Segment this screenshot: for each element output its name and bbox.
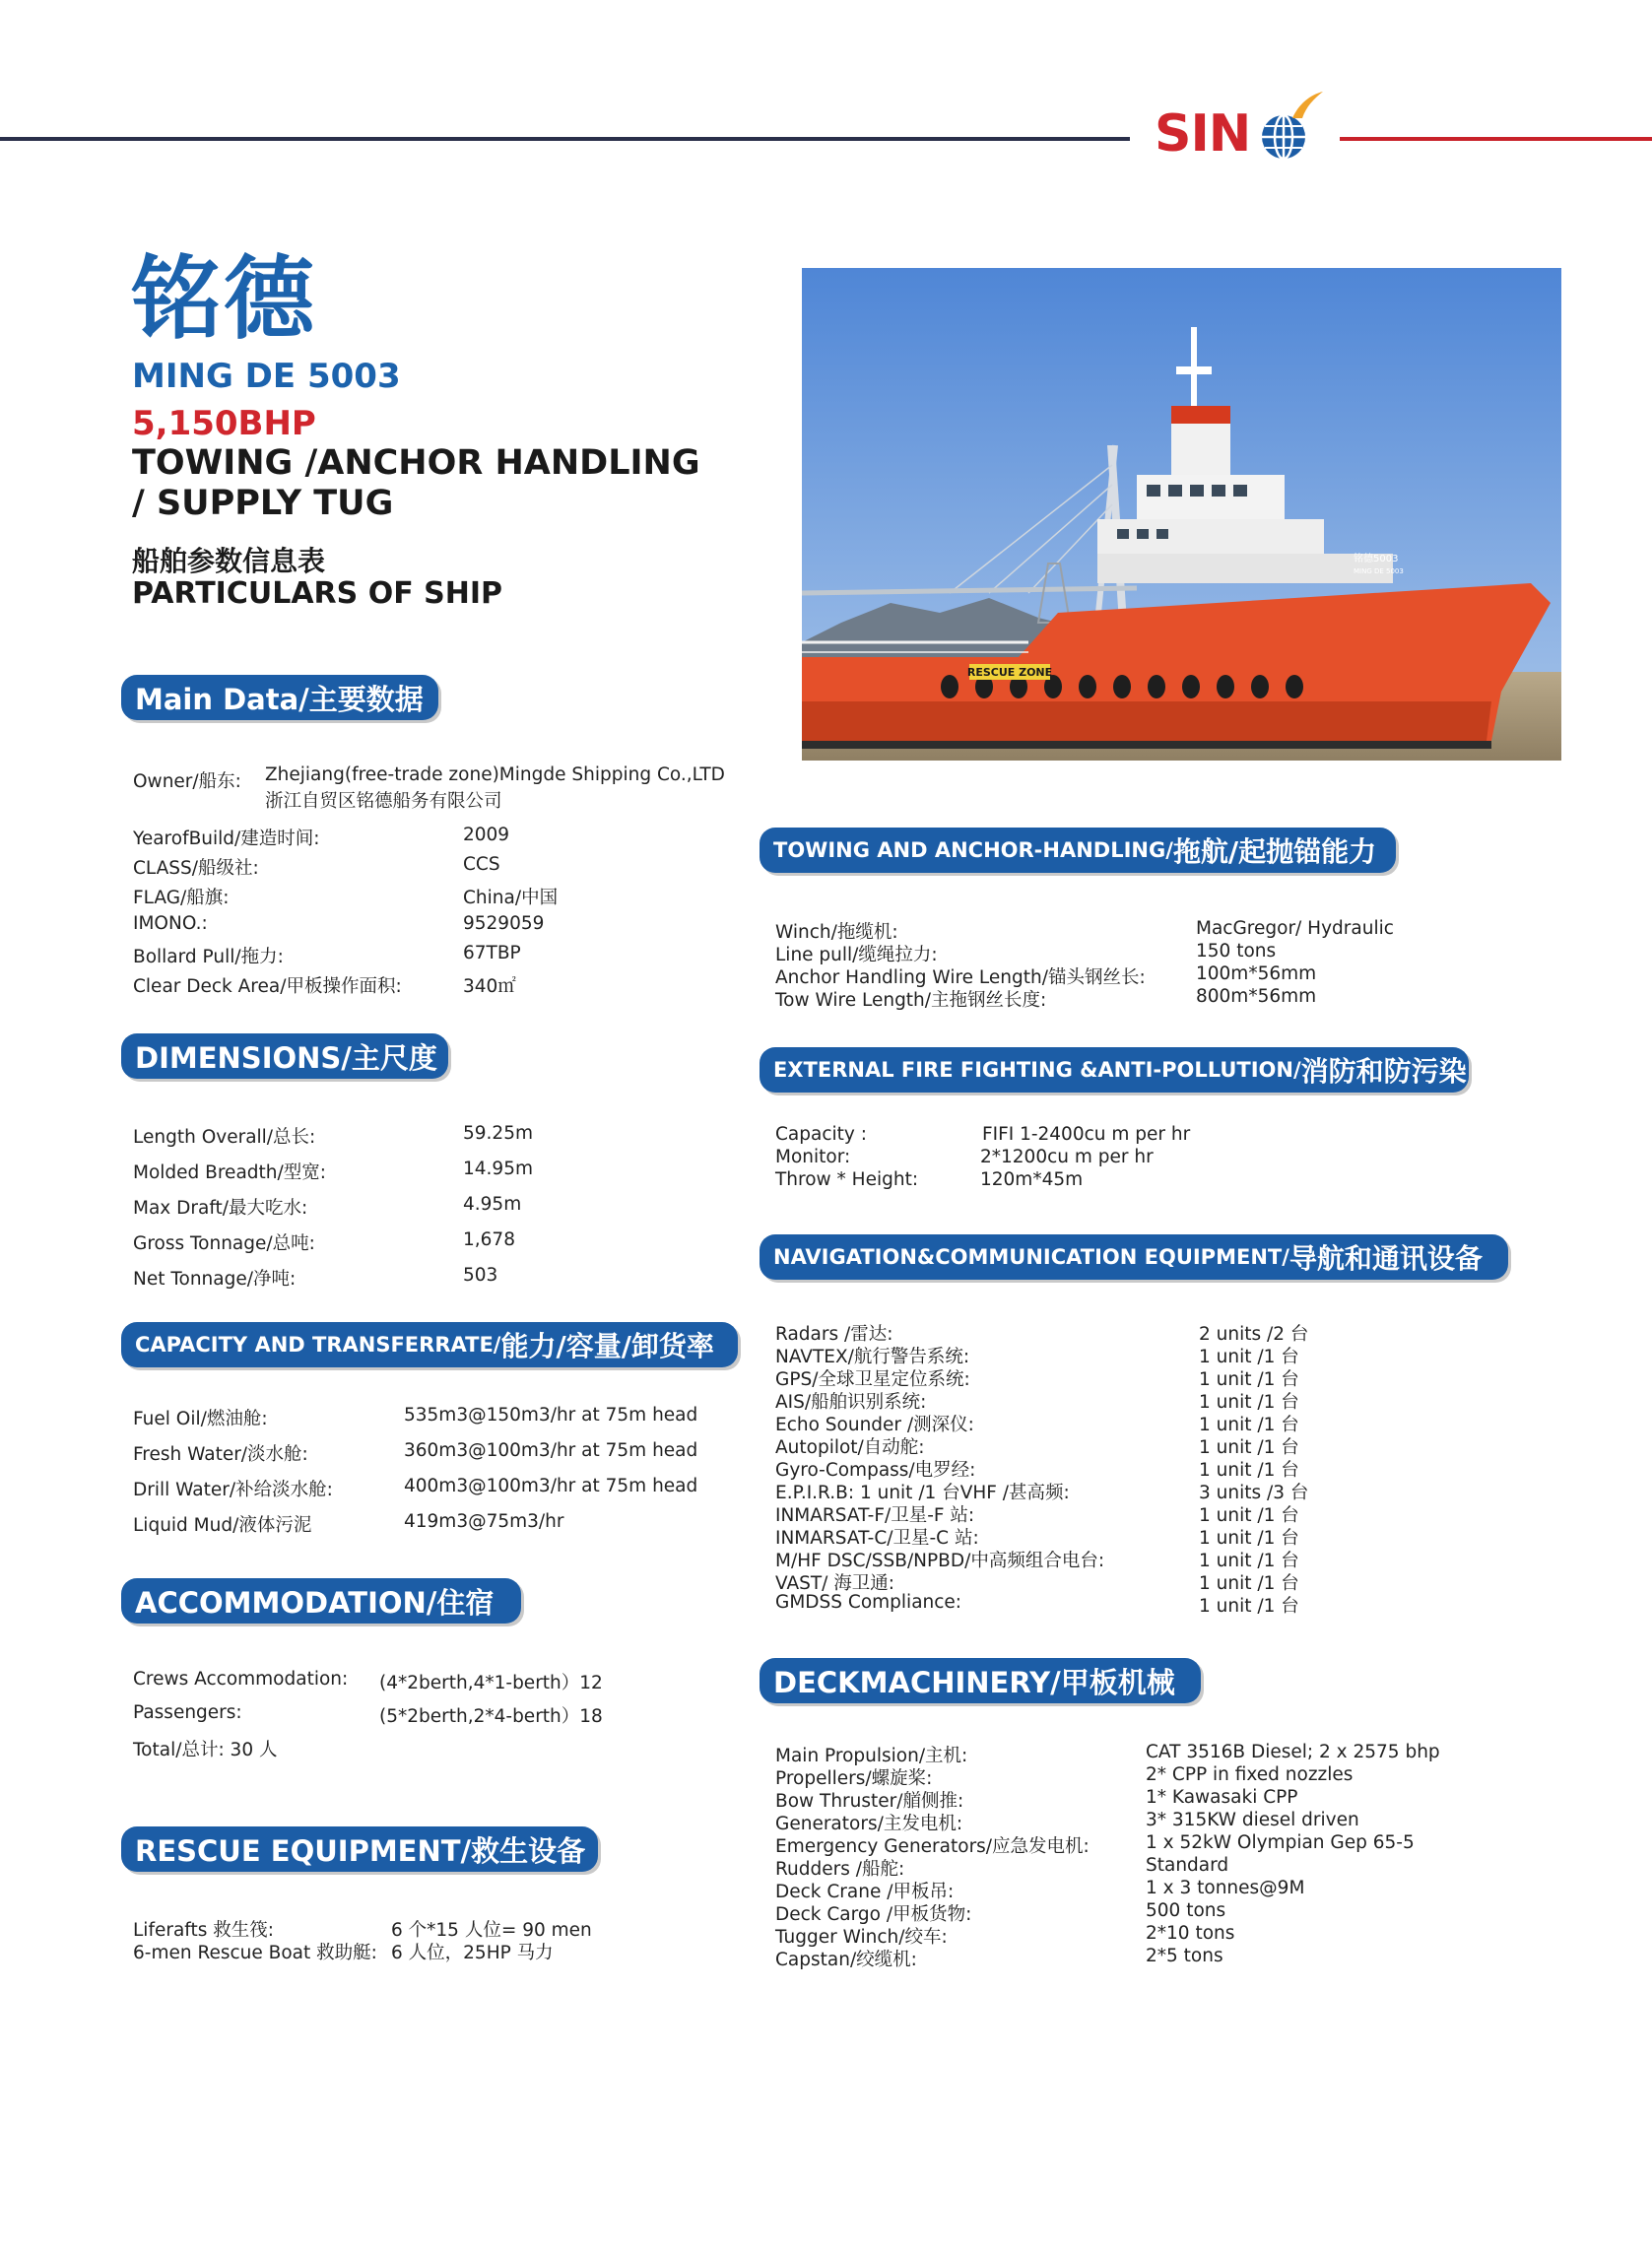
dimension-key: Molded Breadth/型宽: — [133, 1162, 326, 1183]
main-row-value: 67TBP — [463, 943, 521, 963]
deck-key: Bow Thruster/艏侧推: — [775, 1791, 964, 1812]
section-towing — [760, 828, 1396, 873]
section-nav-title-en: NAVIGATION&COMMUNICATION EQUIPMENT/ — [773, 1245, 1289, 1269]
nav-value: 1 unit /1 台 — [1199, 1528, 1299, 1549]
section-rescue — [121, 1826, 598, 1872]
dimension-value: 59.25m — [463, 1123, 533, 1144]
nav-value: 1 unit /1 台 — [1199, 1573, 1299, 1594]
accommodation-key: Total/总计: 30 人 — [133, 1740, 278, 1760]
section-nav-title-cn: 导航和通讯设备 — [1289, 1242, 1483, 1275]
deck-value: 2*5 tons — [1146, 1946, 1223, 1966]
dimension-value: 14.95m — [463, 1159, 533, 1179]
nav-value: 1 unit /1 台 — [1199, 1437, 1299, 1458]
deck-key: Emergency Generators/应急发电机: — [775, 1836, 1090, 1857]
rescue-value: 6 人位，25HP 马力 — [391, 1943, 554, 1963]
ship-photo — [802, 268, 1561, 761]
logo-text: SIN — [1155, 104, 1251, 164]
ship-power: 5,150BHP — [132, 404, 316, 443]
deck-key: Rudders /船舵: — [775, 1859, 905, 1880]
nav-key: Autopilot/自动舵: — [775, 1437, 925, 1458]
nav-value: 1 unit /1 台 — [1199, 1460, 1299, 1481]
capacity-value: 400m3@100m3/hr at 75m head — [404, 1476, 698, 1496]
section-navigation — [760, 1234, 1508, 1280]
dimension-value: 1,678 — [463, 1229, 515, 1250]
fire-value: FIFI 1-2400cu m per hr — [982, 1124, 1191, 1145]
capacity-key: Fuel Oil/燃油舱: — [133, 1409, 268, 1429]
rescue-key: Liferafts 救生筏: — [133, 1920, 274, 1941]
photo-hull-name-en: MING DE 5003 — [1354, 567, 1404, 575]
ship-name-en: MING DE 5003 — [132, 357, 401, 396]
accommodation-key: Crews Accommodation: — [133, 1669, 349, 1690]
section-main-data — [121, 675, 438, 720]
accommodation-value: (5*2berth,2*4-berth）18 — [379, 1706, 603, 1727]
main-row-key: Clear Deck Area/甲板操作面积: — [133, 976, 402, 997]
section-deck-machinery — [760, 1658, 1201, 1703]
section-fire-title-cn: 消防和防污染 — [1300, 1055, 1467, 1088]
capacity-key: Fresh Water/淡水舱: — [133, 1444, 308, 1465]
towing-key: Winch/拖缆机: — [775, 922, 898, 943]
owner-value-en: Zhejiang(free-trade zone)Mingde Shipping Co.,LTD — [265, 764, 725, 785]
owner-value-cn: 浙江自贸区铭德船务有限公司 — [265, 791, 502, 812]
towing-key: Anchor Handling Wire Length/锚头钢丝长: — [775, 967, 1146, 988]
ship-type — [132, 443, 723, 524]
dimension-key: Gross Tonnage/总吨: — [133, 1233, 315, 1254]
ship-photo-illustration — [802, 268, 1561, 761]
section-fire-fighting — [760, 1047, 1469, 1093]
sino-logo — [1155, 91, 1322, 167]
flame-swoosh-icon — [1290, 91, 1324, 120]
particulars-title-cn: 船舶参数信息表 — [132, 545, 326, 577]
section-deck-title: DECKMACHINERY/甲板机械 — [773, 1665, 1175, 1699]
nav-key: Echo Sounder /测深仪: — [775, 1415, 974, 1435]
section-main-data-title: Main Data/主要数据 — [135, 682, 424, 716]
deck-value: 1 x 52kW Olympian Gep 65-5 — [1146, 1832, 1415, 1853]
nav-key: M/HF DSC/SSB/NPBD/中高频组合电台: — [775, 1551, 1105, 1571]
dimension-key: Length Overall/总长: — [133, 1127, 316, 1148]
capacity-value: 535m3@150m3/hr at 75m head — [404, 1405, 698, 1426]
nav-value: 1 unit /1 台 — [1199, 1369, 1299, 1390]
accommodation-value: (4*2berth,4*1-berth）12 — [379, 1673, 603, 1693]
section-fire-title-en: EXTERNAL FIRE FIGHTING &ANTI-POLLUTION/ — [773, 1058, 1301, 1082]
nav-value: 2 units /2 台 — [1199, 1324, 1309, 1345]
deck-key: Tugger Winch/绞车: — [775, 1927, 948, 1948]
section-dimensions-title: DIMENSIONS/主尺度 — [135, 1040, 437, 1075]
ship-type-line1: TOWING /ANCHOR HANDLING — [132, 443, 700, 483]
nav-value: 1 unit /1 台 — [1199, 1347, 1299, 1367]
photo-hull-name: 铭德5003 — [1354, 554, 1399, 564]
section-capacity-title-cn: 能力/容量/卸货率 — [500, 1330, 714, 1362]
fire-key: Monitor: — [775, 1147, 851, 1167]
deck-key: Propellers/螺旋桨: — [775, 1768, 933, 1789]
photo-deck-sign: RESCUE ZONE — [966, 666, 1053, 679]
nav-key: VAST/ 海卫通: — [775, 1573, 895, 1594]
capacity-key: Liquid Mud/液体污泥 — [133, 1515, 312, 1536]
deck-value: 1* Kawasaki CPP — [1146, 1787, 1298, 1808]
header-rule-right — [1340, 137, 1652, 141]
capacity-value: 360m3@100m3/hr at 75m head — [404, 1440, 698, 1461]
main-row-value: CCS — [463, 854, 500, 875]
nav-key: NAVTEX/航行警告系统: — [775, 1347, 970, 1367]
nav-key: GMDSS Compliance: — [775, 1592, 962, 1613]
towing-value: 150 tons — [1196, 941, 1277, 962]
ship-name-cn: 铭德 — [131, 246, 317, 352]
fire-key: Throw * Height: — [775, 1169, 919, 1190]
nav-key: E.P.I.R.B: 1 unit /1 台VHF /甚高频: — [775, 1483, 1070, 1503]
main-row-key: CLASS/船级社: — [133, 858, 259, 879]
deck-key: Deck Crane /甲板吊: — [775, 1882, 955, 1902]
dimension-value: 4.95m — [463, 1194, 522, 1215]
nav-value: 1 unit /1 台 — [1199, 1596, 1299, 1617]
rescue-value: 6 个*15 人位= 90 men — [391, 1920, 592, 1941]
dimension-value: 503 — [463, 1265, 498, 1286]
deck-key: Generators/主发电机: — [775, 1814, 963, 1834]
deck-key: Main Propulsion/主机: — [775, 1746, 968, 1766]
towing-key: Tow Wire Length/主拖钢丝长度: — [775, 990, 1047, 1011]
owner-label: Owner/船东: — [133, 771, 241, 792]
deck-value: 2*10 tons — [1146, 1923, 1235, 1944]
nav-key: GPS/全球卫星定位系统: — [775, 1369, 970, 1390]
section-capacity-title-en: CAPACITY AND TRANSFERRATE/ — [135, 1333, 501, 1357]
particulars-title-en: PARTICULARS OF SHIP — [132, 576, 502, 611]
accommodation-key: Passengers: — [133, 1702, 242, 1723]
nav-key: Gyro-Compass/电罗经: — [775, 1460, 976, 1481]
section-dimensions — [121, 1033, 448, 1079]
towing-value: 100m*56mm — [1196, 963, 1317, 984]
deck-value: 3* 315KW diesel driven — [1146, 1810, 1359, 1830]
dimension-key: Net Tonnage/净吨: — [133, 1269, 297, 1290]
fire-key: Capacity : — [775, 1124, 867, 1145]
towing-value: MacGregor/ Hydraulic — [1196, 918, 1394, 939]
deck-key: Deck Cargo /甲板货物: — [775, 1904, 972, 1925]
deck-value: 1 x 3 tonnes@9M — [1146, 1878, 1305, 1898]
nav-key: INMARSAT-C/卫星-C 站: — [775, 1528, 979, 1549]
nav-key: AIS/船舶识别系统: — [775, 1392, 927, 1413]
capacity-value: 419m3@75m3/hr — [404, 1511, 564, 1532]
nav-value: 3 units /3 台 — [1199, 1483, 1309, 1503]
fire-value: 2*1200cu m per hr — [980, 1147, 1154, 1167]
main-row-key: YearofBuild/建造时间: — [133, 829, 320, 849]
main-row-value: 340㎡ — [463, 976, 516, 997]
rescue-key: 6-men Rescue Boat 救助艇: — [133, 1943, 377, 1963]
main-row-key: IMONO.: — [133, 913, 208, 934]
deck-value: 2* CPP in fixed nozzles — [1146, 1764, 1354, 1785]
nav-value: 1 unit /1 台 — [1199, 1392, 1299, 1413]
towing-value: 800m*56mm — [1196, 986, 1317, 1007]
main-row-value: 2009 — [463, 825, 510, 845]
main-row-key: Bollard Pull/拖力: — [133, 947, 284, 967]
section-towing-title-cn: 拖航/起抛锚能力 — [1172, 835, 1377, 868]
deck-value: Standard — [1146, 1855, 1229, 1876]
ship-type-line2: / SUPPLY TUG — [132, 484, 394, 523]
towing-key: Line pull/缆绳拉力: — [775, 945, 938, 965]
section-capacity — [121, 1322, 738, 1367]
deck-value: 500 tons — [1146, 1900, 1226, 1921]
nav-value: 1 unit /1 台 — [1199, 1551, 1299, 1571]
header-rule-left — [0, 137, 1130, 141]
main-row-key: FLAG/船旗: — [133, 888, 230, 908]
fire-value: 120m*45m — [980, 1169, 1084, 1190]
dimension-key: Max Draft/最大吃水: — [133, 1198, 308, 1219]
nav-key: INMARSAT-F/卫星-F 站: — [775, 1505, 975, 1526]
section-towing-title-en: TOWING AND ANCHOR-HANDLING/ — [773, 838, 1173, 862]
section-accommodation — [121, 1578, 521, 1624]
section-accommodation-title: ACCOMMODATION/住宿 — [135, 1585, 495, 1620]
deck-key: Capstan/绞缆机: — [775, 1950, 917, 1970]
main-row-value: 9529059 — [463, 913, 545, 934]
deck-value: CAT 3516B Diesel; 2 x 2575 bhp — [1146, 1742, 1440, 1762]
capacity-key: Drill Water/补给淡水舱: — [133, 1480, 333, 1500]
nav-key: Radars /雷达: — [775, 1324, 893, 1345]
nav-value: 1 unit /1 台 — [1199, 1415, 1299, 1435]
section-rescue-title: RESCUE EQUIPMENT/救生设备 — [135, 1833, 586, 1868]
nav-value: 1 unit /1 台 — [1199, 1505, 1299, 1526]
main-row-value: China/中国 — [463, 888, 559, 908]
